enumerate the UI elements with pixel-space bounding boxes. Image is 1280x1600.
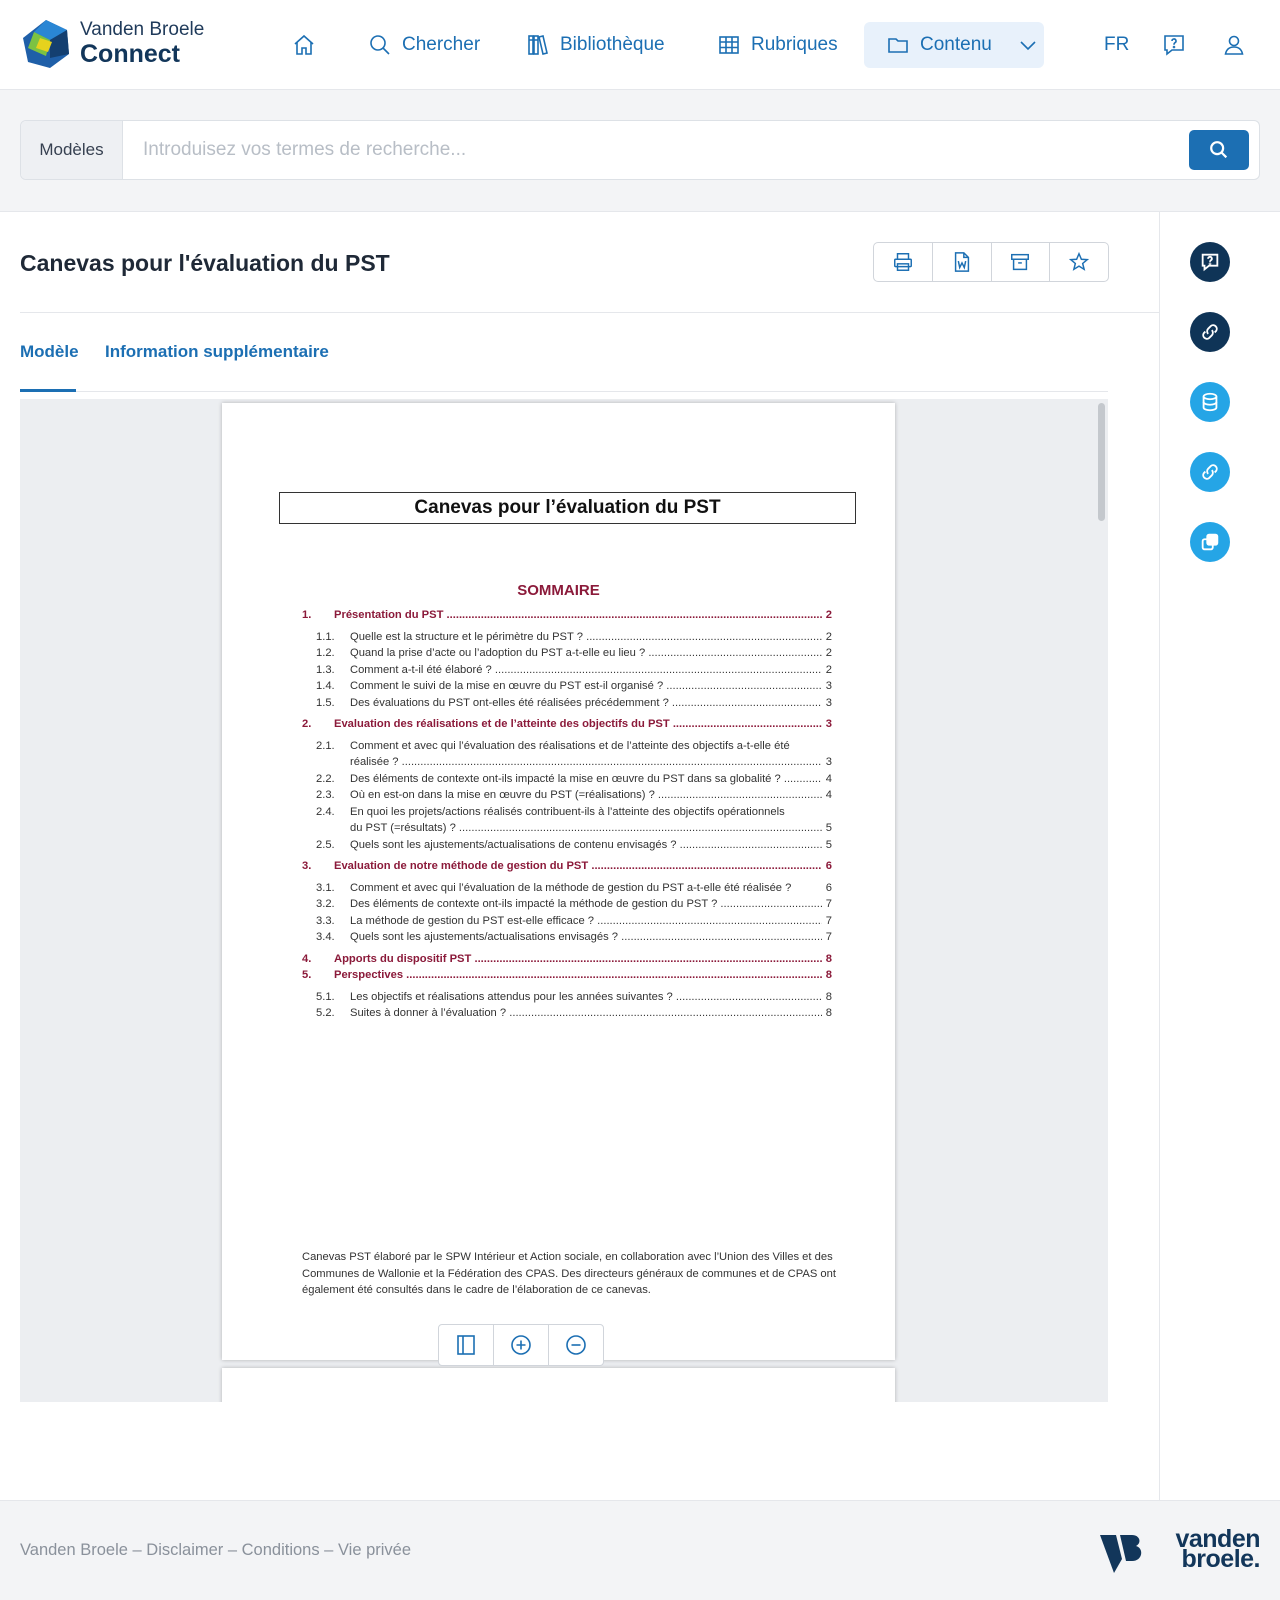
toc-subsection: [302, 695, 832, 712]
word-file-icon: [951, 251, 973, 273]
toc-subsection: [302, 929, 832, 946]
nav-rubrics-label: Rubriques: [751, 34, 838, 55]
nav-user-account[interactable]: [1222, 22, 1246, 68]
toc-subsection: [302, 738, 832, 755]
toc-number: 2.1.: [316, 739, 335, 752]
page-footer: [0, 1500, 1280, 1600]
nav-search-label: Chercher: [402, 34, 481, 55]
vanden-broele-mark-icon: [1100, 1533, 1146, 1575]
favorite-button[interactable]: [1050, 243, 1108, 281]
toc-number: 2.4.: [316, 805, 335, 818]
toc-text: Les objectifs et réalisations attendus pour les années suivantes ? .....: [350, 989, 822, 1006]
document-toolbar: [873, 242, 1109, 282]
toc-page-number: 8: [825, 952, 832, 965]
toc-page-number: 4: [825, 772, 832, 785]
toc-text: Comment a-t-il été élaboré ? .....: [350, 662, 822, 679]
toc-text: Quels sont les ajustements/actualisations de contenu envisagés ? .....: [350, 837, 822, 854]
nav-library-label: Bibliothèque: [560, 34, 665, 55]
library-books-icon: [526, 33, 550, 57]
printer-icon: [892, 251, 914, 273]
feedback-button[interactable]: [1190, 242, 1230, 282]
footer-links[interactable]: Vanden Broele – Disclaimer – Conditions – Vie privée: [20, 1541, 412, 1559]
main-content: [0, 212, 1160, 1502]
search-box: [20, 120, 1260, 180]
toc-page-number: 7: [825, 931, 832, 943]
toggle-sidebar-button[interactable]: [439, 1325, 494, 1365]
toc-section: [302, 607, 832, 624]
toc-number: 2.: [302, 718, 312, 730]
related-links-button[interactable]: [1190, 452, 1230, 492]
sidebar-panel-icon: [454, 1333, 478, 1357]
grid-table-icon: [717, 33, 741, 57]
toc-number: 2.5.: [316, 838, 335, 851]
toc-number: 1.4.: [316, 680, 335, 692]
nav-library[interactable]: [526, 22, 665, 68]
search-icon: [1208, 139, 1230, 161]
toc-subsection: [302, 787, 832, 804]
toc-subsection: [302, 913, 832, 930]
toc-subsection: [302, 896, 832, 913]
toc-text: Des évaluations du PST ont-elles été réalisées précédemment ? .....: [350, 695, 822, 712]
tab-bar: [20, 342, 1108, 392]
toc-text: Evaluation de notre méthode de gestion du PST .....: [334, 858, 822, 875]
toc-text: En quoi les projets/actions réalisés contribuent-ils à l’atteinte des objectifs opérationnels: [350, 805, 785, 818]
toc-page-number: 2: [825, 647, 832, 659]
toc-number: 5.: [302, 969, 312, 981]
database-icon: [1199, 391, 1221, 413]
toc-subsection: [302, 662, 832, 679]
toc-text: du PST (=résultats) ? .....: [350, 820, 822, 837]
toc-subsection: [302, 678, 832, 695]
toc-number: 1.3.: [316, 663, 335, 676]
brand-line-2: Connect: [80, 40, 180, 68]
tab-additional-information[interactable]: Information supplémentaire: [105, 342, 329, 361]
link-icon: [1199, 321, 1221, 343]
toc-number: 3.1.: [316, 881, 335, 894]
zoom-out-minus-icon: [564, 1333, 588, 1357]
home-icon: [292, 33, 316, 57]
zoom-out-button[interactable]: [549, 1325, 603, 1365]
search-band: [0, 90, 1280, 212]
toc-text: Comment et avec qui l’évaluation de la méthode de gestion du PST a-t-elle été réalisée ?: [350, 881, 792, 894]
table-of-contents: [302, 607, 832, 1022]
toc-subsection: [302, 837, 832, 854]
toc-text: Perspectives .....: [334, 967, 822, 984]
toc-subsection: [302, 1005, 832, 1022]
nav-home[interactable]: [292, 22, 316, 68]
toc-number: 3.2.: [316, 898, 335, 910]
toc-text: Quand la prise d’acte ou l’adoption du PST a-t-elle eu lieu ? .....: [350, 645, 822, 662]
toc-page-number: [822, 804, 832, 821]
search-scope[interactable]: Modèles: [21, 121, 123, 179]
title-divider: [20, 312, 1160, 313]
toc-number: 3.3.: [316, 914, 335, 927]
print-button[interactable]: [874, 243, 933, 281]
toc-page-number: 5: [825, 822, 832, 834]
toc-page-number: 8: [825, 990, 832, 1003]
help-chat-icon: [1162, 33, 1186, 57]
search-input[interactable]: [123, 121, 1163, 179]
language-switcher[interactable]: FR: [1104, 34, 1130, 55]
toc-number: 1.1.: [316, 630, 335, 643]
toc-subsection: [302, 880, 832, 897]
document-page-2: [222, 1368, 895, 1402]
search-submit-button[interactable]: [1189, 130, 1249, 170]
toc-page-number: 6: [825, 881, 832, 894]
vanden-broele-logo-icon[interactable]: [20, 18, 72, 70]
toc-page-number: 3: [825, 680, 832, 692]
toc-text: La méthode de gestion du PST est-elle efficace ? .....: [350, 913, 822, 930]
document-title: Canevas pour l’évaluation du PST: [279, 492, 856, 524]
footer-brand-logo[interactable]: [1100, 1525, 1260, 1575]
toc-text: Quels sont les ajustements/actualisations envisagés ? .....: [350, 929, 822, 946]
toc-page-number: 8: [825, 1007, 832, 1019]
footer-logo-wordmark: [1146, 1525, 1260, 1573]
toc-number: 3.: [302, 860, 312, 872]
toc-text: Des éléments de contexte ont-ils impacté la mise en œuvre du PST dans sa globalité ? .....: [350, 771, 822, 788]
right-rail-divider: [1159, 212, 1160, 1502]
toc-page-number: 2: [825, 663, 832, 676]
document-viewer[interactable]: [20, 399, 1108, 1402]
toc-subsection: [302, 820, 832, 837]
star-icon: [1068, 251, 1090, 273]
toc-page-number: 2: [825, 630, 832, 643]
toc-number: 5.2.: [316, 1007, 335, 1019]
database-button[interactable]: [1190, 382, 1230, 422]
toc-text: Comment et avec qui l’évaluation des réalisations et de l’atteinte des objectifs a-t-elle été: [350, 739, 790, 752]
toc-page-number: 8: [825, 969, 832, 981]
zoom-in-button[interactable]: [494, 1325, 549, 1365]
toc-text: Apports du dispositif PST .....: [334, 951, 822, 968]
page-title: Canevas pour l'évaluation du PST: [20, 250, 390, 276]
link-icon: [1199, 461, 1221, 483]
viewer-scrollbar[interactable]: [1098, 403, 1105, 521]
toc-text: Où en est-on dans la mise en œuvre du PST (=réalisations) ? .....: [350, 787, 822, 804]
document-page: [222, 403, 895, 1360]
search-icon: [368, 33, 392, 57]
toc-page-number: [822, 738, 832, 755]
toc-text: Evaluation des réalisations et de l’atteinte des objectifs du PST .....: [334, 716, 822, 733]
toc-number: 1.2.: [316, 647, 335, 659]
toc-section: [302, 716, 832, 733]
toc-text: Comment le suivi de la mise en œuvre du PST est-il organisé ? .....: [350, 678, 822, 695]
toc-subsection: [302, 645, 832, 662]
footer-logo-line-2: broele.: [1181, 1545, 1260, 1573]
toc-number: 1.: [302, 609, 312, 621]
nav-content-label: Contenu: [920, 34, 992, 55]
copy-windows-icon: [1199, 531, 1221, 553]
toc-subsection: [302, 629, 832, 646]
top-header: [0, 0, 1280, 90]
toc-text: Quelle est la structure et le périmètre du PST ? .....: [350, 629, 822, 646]
toc-number: 2.3.: [316, 789, 335, 801]
toc-text: réalisée ? .....: [350, 754, 822, 771]
toc-number: 3.4.: [316, 931, 335, 943]
nav-rubrics[interactable]: [717, 22, 838, 68]
toc-page-number: 6: [825, 860, 832, 872]
toc-page-number: 2: [825, 609, 832, 621]
duplicate-button[interactable]: [1190, 522, 1230, 562]
nav-help[interactable]: [1162, 22, 1186, 68]
toc-page-number: 3: [825, 718, 832, 730]
folder-icon: [886, 33, 910, 57]
toc-number: 1.5.: [316, 696, 335, 709]
zoom-in-plus-icon: [509, 1333, 533, 1357]
toc-text: Des éléments de contexte ont-ils impacté la méthode de gestion du PST ? .....: [350, 896, 822, 913]
toc-section: [302, 858, 832, 875]
brand-line-1: Vanden Broele: [80, 19, 205, 40]
toc-subsection: [302, 989, 832, 1006]
toc-number: 5.1.: [316, 990, 335, 1003]
toc-subsection: [302, 754, 832, 771]
toc-number: 2.2.: [316, 772, 335, 785]
toc-page-number: 5: [825, 838, 832, 851]
toc-page-number: 4: [825, 789, 832, 801]
tab-model[interactable]: Modèle: [20, 342, 76, 392]
copy-link-button[interactable]: [1190, 312, 1230, 352]
nav-search[interactable]: [368, 22, 480, 68]
toc-text: Suites à donner à l’évaluation ? .....: [350, 1005, 822, 1022]
document-footnote: Canevas PST élaboré par le SPW Intérieur et Action sociale, en collaboration avec l’Union des Villes et des Communes de Wallonie et la Fédération des CPAS. Des directeurs généraux de communes et de CPAS ont également été consultés dans le cadre de l’élaboration de ce canevas.: [302, 1251, 836, 1296]
toc-subsection: [302, 804, 832, 821]
user-icon: [1222, 33, 1246, 57]
toc-heading: SOMMAIRE: [517, 582, 600, 599]
toc-subsection: [302, 771, 832, 788]
archive-button[interactable]: [992, 243, 1051, 281]
toc-section: [302, 967, 832, 984]
toc-section: [302, 951, 832, 968]
viewer-controls: [438, 1324, 604, 1366]
help-chat-icon: [1199, 251, 1221, 273]
toc-page-number: 3: [825, 756, 832, 768]
nav-content-dropdown[interactable]: [864, 22, 1044, 68]
chevron-down-icon: [1016, 33, 1040, 57]
download-word-button[interactable]: [933, 243, 992, 281]
toc-number: 4.: [302, 952, 312, 965]
toc-page-number: 3: [825, 696, 832, 709]
toc-text: Présentation du PST .....: [334, 607, 822, 624]
brand-name[interactable]: [80, 20, 204, 67]
toc-page-number: 7: [825, 898, 832, 910]
toc-page-number: 7: [825, 914, 832, 927]
archive-box-icon: [1009, 251, 1031, 273]
footer-logo-line-1: vanden: [1175, 1525, 1260, 1553]
